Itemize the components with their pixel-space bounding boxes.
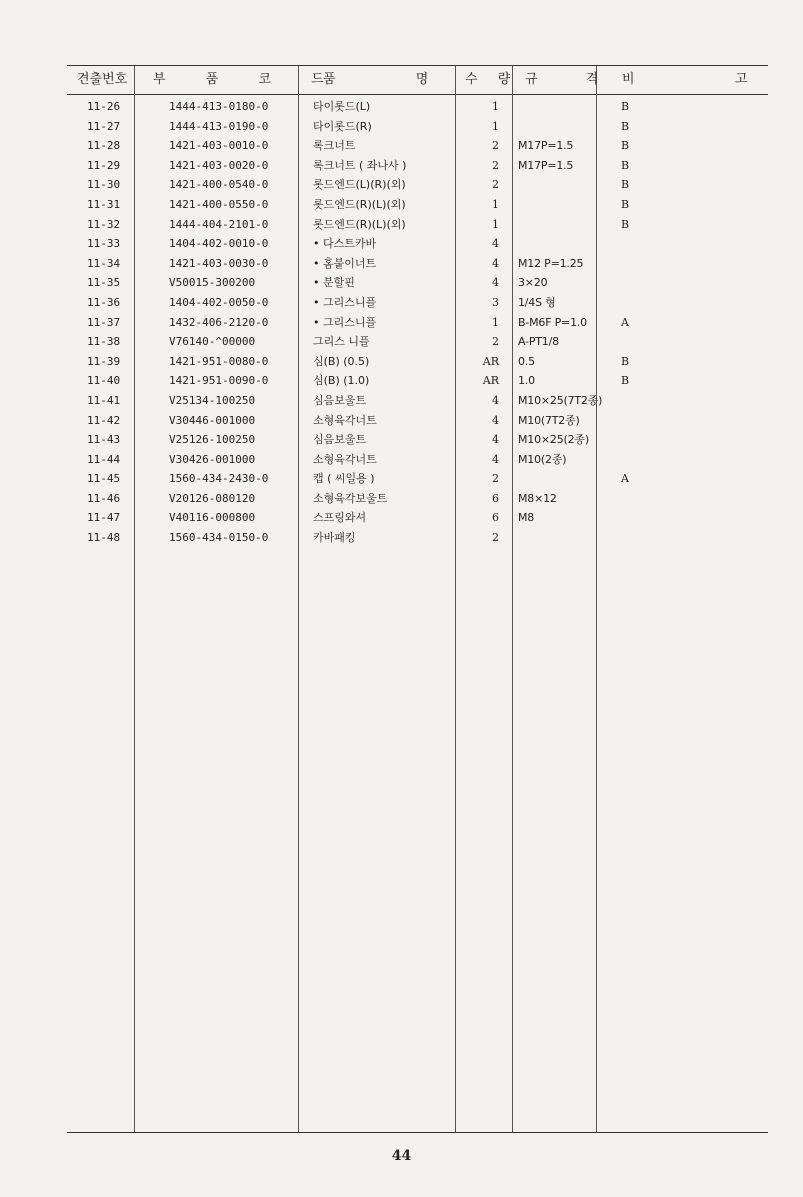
cell-no: 11-36 <box>87 295 121 309</box>
cell-name: 캡 ( 씨일용 ) <box>313 472 375 486</box>
cell-no: 11-34 <box>87 256 121 270</box>
cell-name: • 홈붙이너트 <box>313 256 377 270</box>
cell-note: A <box>621 315 629 329</box>
cell-qty: 2 <box>492 335 499 349</box>
cell-spec: B-M6F P=1.0 <box>518 315 587 329</box>
cell-name: 소형육각보울트 <box>313 491 388 505</box>
cell-code: 1421-951-0090-0 <box>169 374 269 388</box>
cell-no: 11-29 <box>87 158 121 172</box>
header-divider <box>67 94 768 95</box>
table-row <box>67 273 768 293</box>
cell-qty: AR <box>482 374 499 388</box>
table-row <box>67 293 768 313</box>
cell-no: 11-47 <box>87 511 121 525</box>
cell-code: 1444-404-2101-0 <box>169 217 269 231</box>
cell-no: 11-27 <box>87 119 121 133</box>
table-row <box>67 430 768 450</box>
cell-code: 1444-413-0180-0 <box>169 100 269 113</box>
cell-qty: 1 <box>492 217 499 231</box>
cell-qty: 4 <box>492 393 499 407</box>
cell-note: B <box>621 178 630 192</box>
cell-name: 소형육각너트 <box>313 452 377 466</box>
cell-no: 11-45 <box>87 472 121 486</box>
cell-qty: 6 <box>492 511 499 525</box>
cell-no: 11-28 <box>87 139 121 153</box>
table-row <box>67 254 768 274</box>
cell-spec: 1/4S 형 <box>518 295 556 309</box>
cell-code: V50015-300200 <box>169 276 256 290</box>
cell-qty: 2 <box>492 139 499 153</box>
cell-name: 심(B) (0.5) <box>313 354 370 368</box>
cell-no: 11-40 <box>87 374 121 388</box>
cell-note: B <box>621 197 630 211</box>
cell-note: B <box>621 158 630 172</box>
cell-no: 11-35 <box>87 276 121 290</box>
table-row <box>67 136 768 156</box>
table-row <box>67 508 768 528</box>
cell-qty: 2 <box>492 158 499 172</box>
cell-no: 11-31 <box>87 197 121 211</box>
cell-qty: 3 <box>492 295 499 309</box>
cell-note: B <box>621 354 630 368</box>
cell-qty: 2 <box>492 472 499 486</box>
cell-spec: M10×25(7T2종) <box>518 393 603 407</box>
cell-name: 스프링와셔 <box>313 511 367 525</box>
cell-qty: 4 <box>492 452 499 466</box>
cell-no: 11-33 <box>87 237 121 251</box>
cell-name: 롯드엔드(R)(L)(외) <box>313 197 406 211</box>
cell-spec: M12 P=1.25 <box>518 256 584 270</box>
cell-spec: 1.0 <box>518 374 535 388</box>
header-no: 견출번호 <box>77 72 128 87</box>
cell-code: 1560-434-0150-0 <box>169 531 269 545</box>
cell-name: • 다스트카바 <box>313 237 377 251</box>
cell-name: 그리스 니플 <box>313 335 370 349</box>
cell-no: 11-44 <box>87 452 121 466</box>
header-note-2: 고 <box>735 72 748 87</box>
cell-code: V76140-^00000 <box>169 335 256 349</box>
cell-name: • 분할핀 <box>313 276 355 290</box>
table-row <box>67 215 768 235</box>
cell-qty: 6 <box>492 491 499 505</box>
cell-qty: 4 <box>492 413 499 427</box>
cell-no: 11-30 <box>87 178 121 192</box>
cell-code: V25126-100250 <box>169 433 256 447</box>
table-row <box>67 117 768 137</box>
cell-spec: M8 <box>518 511 535 525</box>
cell-name: • 그리스니플 <box>313 315 377 329</box>
cell-qty: 2 <box>492 178 499 192</box>
page-number: 44 <box>391 1148 412 1164</box>
table-row <box>67 352 768 372</box>
cell-spec: 0.5 <box>518 354 535 368</box>
cell-code: 1404-402-0050-0 <box>169 295 269 309</box>
cell-no: 11-46 <box>87 491 121 505</box>
cell-note: B <box>621 119 630 133</box>
cell-spec: M8×12 <box>518 491 557 505</box>
cell-name: • 그리스니플 <box>313 295 377 309</box>
cell-name: 심(B) (1.0) <box>313 374 370 388</box>
cell-spec: M10(2종) <box>518 452 567 466</box>
cell-code: 1421-403-0010-0 <box>169 139 269 153</box>
cell-no: 11-48 <box>87 531 121 545</box>
table-row <box>67 97 768 117</box>
cell-qty: 4 <box>492 237 499 251</box>
cell-code: 1421-403-0030-0 <box>169 256 269 270</box>
cell-name: 록크너트 <box>313 139 356 153</box>
cell-note: B <box>621 217 630 231</box>
cell-code: 1560-434-2430-0 <box>169 472 269 486</box>
cell-name: 타이롯드(R) <box>313 119 372 133</box>
cell-code: 1421-400-0540-0 <box>169 178 269 192</box>
table-row <box>67 489 768 509</box>
cell-no: 11-37 <box>87 315 121 329</box>
table-row <box>67 450 768 470</box>
parts-table <box>67 65 768 1133</box>
table-row <box>67 528 768 548</box>
cell-note: A <box>621 472 629 486</box>
cell-code: 1421-951-0080-0 <box>169 354 269 368</box>
cell-code: 1432-406-2120-0 <box>169 315 269 329</box>
cell-code: V30446-001000 <box>169 413 256 427</box>
table-row <box>67 469 768 489</box>
cell-name: 카바패킹 <box>313 531 356 545</box>
cell-note: B <box>621 139 630 153</box>
cell-name: 심음보울트 <box>313 433 367 447</box>
cell-qty: 2 <box>492 531 499 545</box>
cell-no: 11-41 <box>87 393 121 407</box>
table-row <box>67 371 768 391</box>
cell-spec: M10(7T2종) <box>518 413 580 427</box>
cell-code: 1421-400-0550-0 <box>169 197 269 211</box>
header-note-1: 비 <box>622 72 635 87</box>
cell-spec: M17P=1.5 <box>518 158 574 172</box>
header-qty: 수 량 <box>465 72 519 87</box>
cell-no: 11-32 <box>87 217 121 231</box>
table-row <box>67 156 768 176</box>
cell-no: 11-39 <box>87 354 121 368</box>
cell-no: 11-43 <box>87 433 121 447</box>
cell-no: 11-26 <box>87 100 121 113</box>
cell-name: 소형육각너트 <box>313 413 377 427</box>
cell-name: 록크너트 ( 좌나사 ) <box>313 158 407 172</box>
cell-spec: M10×25(2종) <box>518 433 589 447</box>
cell-code: V20126-080120 <box>169 491 256 505</box>
cell-qty: AR <box>482 354 499 368</box>
header-spec: 규 격 <box>525 72 621 87</box>
table-row <box>67 195 768 215</box>
cell-qty: 4 <box>492 256 499 270</box>
cell-code: 1444-413-0190-0 <box>169 119 269 133</box>
header-name: 품 명 <box>323 72 467 87</box>
cell-code: 1421-403-0020-0 <box>169 158 269 172</box>
table-row <box>67 234 768 254</box>
table-row <box>67 332 768 352</box>
cell-spec: M17P=1.5 <box>518 139 574 153</box>
table-row <box>67 411 768 431</box>
header-code: 부 품 코 드 <box>153 72 342 87</box>
table-row <box>67 391 768 411</box>
parts-rows <box>67 97 768 548</box>
cell-name: 심음보울트 <box>313 393 367 407</box>
cell-no: 11-38 <box>87 335 121 349</box>
cell-code: V30426-001000 <box>169 452 256 466</box>
cell-name: 롯드엔드(R)(L)(외) <box>313 217 406 231</box>
cell-no: 11-42 <box>87 413 121 427</box>
cell-note: B <box>621 100 630 113</box>
cell-qty: 1 <box>492 315 499 329</box>
cell-qty: 4 <box>492 433 499 447</box>
cell-code: V40116-000800 <box>169 511 256 525</box>
table-row <box>67 313 768 333</box>
cell-name: 타이롯드(L) <box>313 100 371 113</box>
cell-name: 롯드엔드(L)(R)(외) <box>313 178 406 192</box>
cell-code: V25134-100250 <box>169 393 256 407</box>
table-row <box>67 175 768 195</box>
cell-qty: 1 <box>492 100 499 113</box>
cell-note: B <box>621 374 630 388</box>
cell-spec: 3×20 <box>518 276 548 290</box>
cell-qty: 4 <box>492 276 499 290</box>
cell-qty: 1 <box>492 197 499 211</box>
cell-code: 1404-402-0010-0 <box>169 237 269 251</box>
cell-spec: A-PT1/8 <box>518 335 559 349</box>
cell-qty: 1 <box>492 119 499 133</box>
